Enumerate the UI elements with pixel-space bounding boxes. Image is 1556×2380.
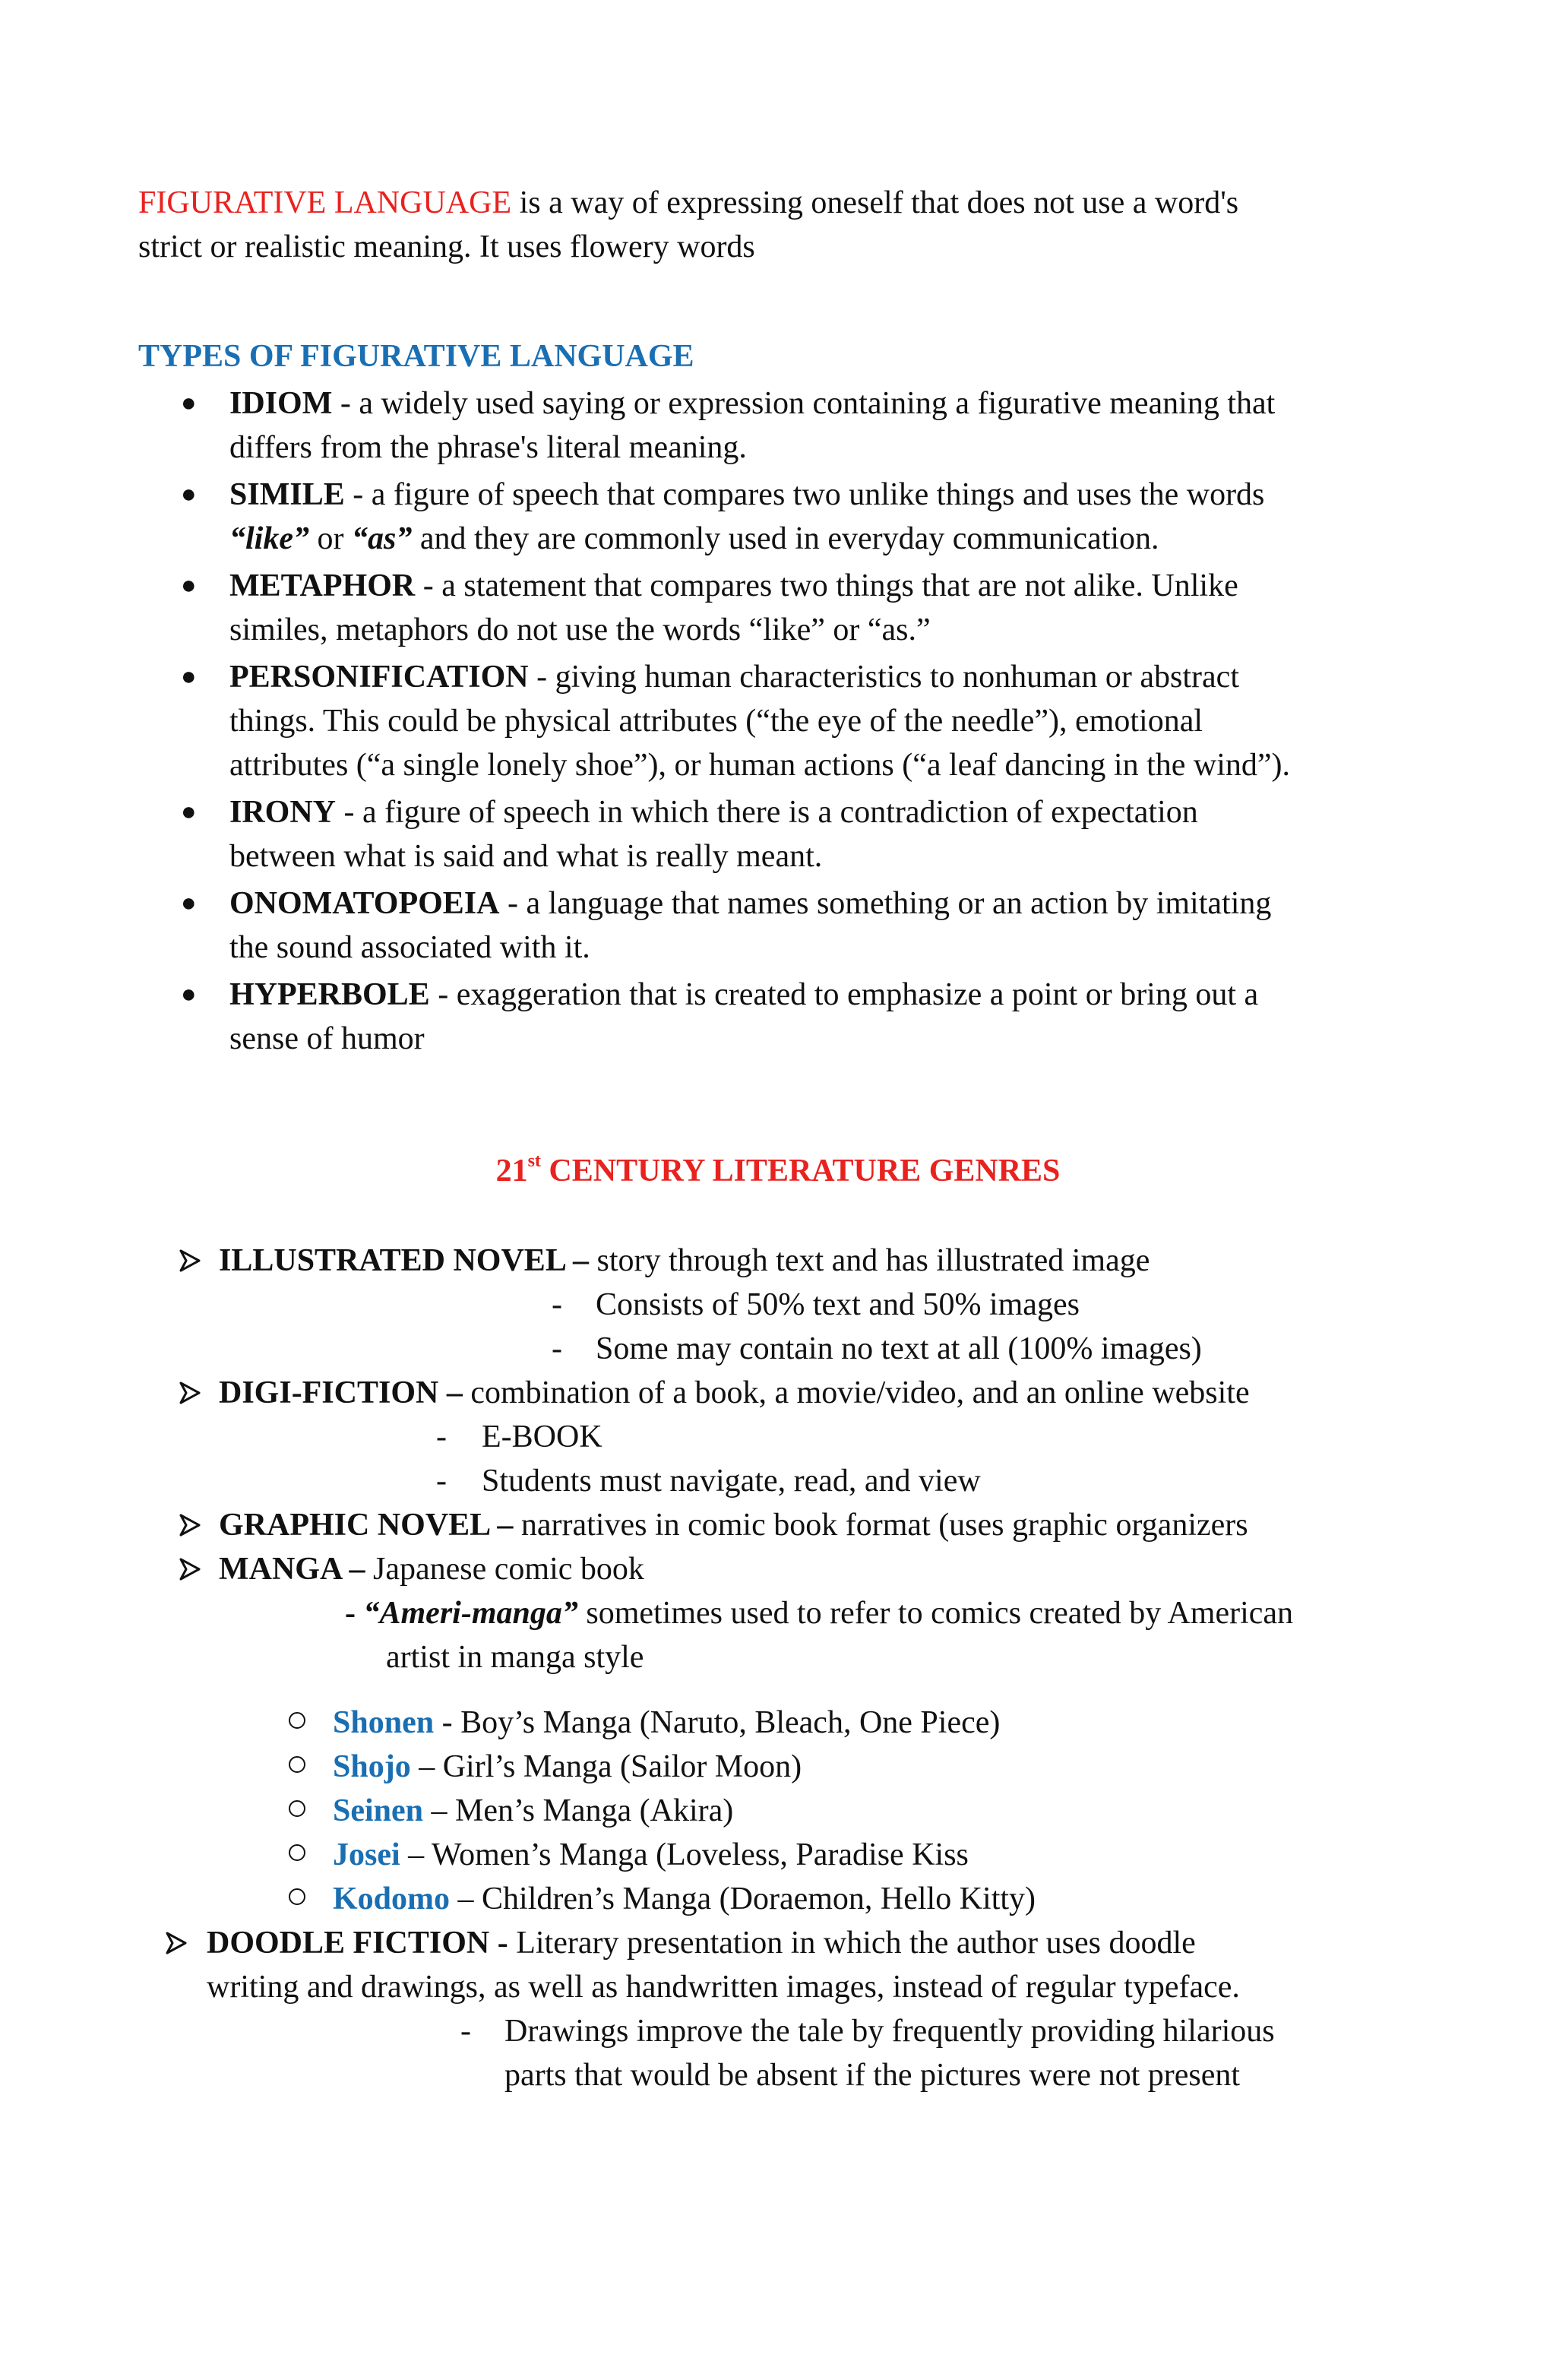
arrow-bullet-icon — [176, 1547, 204, 1591]
dash-icon: - — [436, 1464, 447, 1499]
manga-term: MANGA – — [219, 1552, 365, 1587]
idiom-line-1: IDIOM - a widely used saying or expression containing a figurative meaning that — [229, 386, 1276, 421]
doodle-fiction-sub-2: parts that would be absent if the pictures were not present — [504, 2058, 1241, 2093]
graphic-novel-term: GRAPHIC NOVEL – — [219, 1508, 514, 1543]
personification-line-1: PERSONIFICATION - giving human characteristics to nonhuman or abstract — [229, 660, 1239, 695]
manga-type-seinen: Seinen – Men’s Manga (Akira) — [333, 1793, 734, 1828]
intro-line-2: strict or realistic meaning. It uses flowery words — [138, 229, 755, 264]
irony-term: IRONY — [229, 795, 337, 830]
circle-bullet-icon — [289, 1888, 305, 1905]
onomatopoeia-term: ONOMATOPOEIA — [229, 886, 500, 921]
digi-fiction-sub-2: Students must navigate, read, and view — [482, 1464, 981, 1499]
onomatopoeia-line-2: the sound associated with it. — [229, 930, 590, 965]
doodle-fiction-line-2: writing and drawings, as well as handwritten images, instead of regular typeface. — [207, 1970, 1240, 2005]
idiom-term: IDIOM — [229, 386, 333, 421]
irony-line-1: IRONY - a figure of speech in which there is a contradiction of expectation — [229, 795, 1198, 830]
circle-bullet-icon — [289, 1712, 305, 1729]
intro-line-1 — [138, 181, 1238, 225]
doodle-fiction-line-1: DOODLE FICTION - Literary presentation in which the author uses doodle — [207, 1926, 1196, 1961]
arrow-bullet-icon — [176, 1503, 204, 1547]
doodle-fiction-term: DOODLE FICTION - — [207, 1926, 508, 1961]
simile-line-2: “like” or “as” and they are commonly used in everyday communication. — [229, 521, 1159, 556]
circle-bullet-icon — [289, 1756, 305, 1773]
simile-line-1: SIMILE - a figure of speech that compares two unlike things and uses the words — [229, 477, 1265, 512]
bullet-icon: ● — [181, 389, 197, 417]
metaphor-line-2: similes, metaphors do not use the words “like” or “as.” — [229, 612, 931, 647]
manga-type-shonen: Shonen - Boy’s Manga (Naruto, Bleach, One Piece) — [333, 1705, 1001, 1740]
dash-icon: - — [552, 1287, 562, 1322]
personification-line-2: things. This could be physical attributes (“the eye of the needle”), emotional — [229, 704, 1203, 739]
illustrated-novel-term: ILLUSTRATED NOVEL – — [219, 1243, 590, 1278]
illustrated-novel-sub-2: Some may contain no text at all (100% images) — [596, 1331, 1202, 1366]
manga-line: MANGA – Japanese comic book — [219, 1552, 644, 1587]
doodle-fiction-sub-1: Drawings improve the tale by frequently providing hilarious — [504, 2014, 1275, 2049]
intro-term: FIGURATIVE LANGUAGE — [138, 185, 512, 220]
arrow-bullet-icon — [176, 1371, 204, 1415]
graphic-novel-line: GRAPHIC NOVEL – narratives in comic book format (uses graphic organizers — [219, 1508, 1248, 1543]
metaphor-term: METAPHOR — [229, 568, 416, 603]
ameri-manga-line-2: artist in manga style — [386, 1640, 644, 1675]
illustrated-novel-sub-1: Consists of 50% text and 50% images — [596, 1287, 1080, 1322]
bullet-icon: ● — [181, 480, 197, 508]
arrow-bullet-icon — [163, 1921, 190, 1965]
manga-type-shojo: Shojo – Girl’s Manga (Sailor Moon) — [333, 1749, 802, 1784]
personification-line-3: attributes (“a single lonely shoe”), or human actions (“a leaf dancing in the wind”). — [229, 748, 1291, 783]
digi-fiction-line: DIGI-FICTION – combination of a book, a movie/video, and an online website — [219, 1375, 1250, 1410]
intro-definition: is a way of expressing oneself that does not use a word's — [511, 185, 1239, 220]
dash-icon: - — [436, 1419, 447, 1454]
types-heading: TYPES OF FIGURATIVE LANGUAGE — [138, 339, 694, 374]
metaphor-line-1: METAPHOR - a statement that compares two things that are not alike. Unlike — [229, 568, 1238, 603]
bullet-icon: ● — [181, 571, 197, 600]
personification-term: PERSONIFICATION — [229, 660, 529, 695]
onomatopoeia-line-1: ONOMATOPOEIA - a language that names something or an action by imitating — [229, 886, 1272, 921]
manga-type-kodomo: Kodomo – Children’s Manga (Doraemon, Hello Kitty) — [333, 1882, 1036, 1916]
manga-type-josei: Josei – Women’s Manga (Loveless, Paradise Kiss — [333, 1837, 969, 1872]
bullet-icon: ● — [181, 980, 197, 1008]
bullet-icon: ● — [181, 889, 197, 917]
circle-bullet-icon — [289, 1844, 305, 1861]
bullet-icon: ● — [181, 798, 197, 826]
irony-line-2: between what is said and what is really meant. — [229, 839, 823, 874]
hyperbole-term: HYPERBOLE — [229, 977, 430, 1012]
simile-term: SIMILE — [229, 477, 345, 512]
dash-icon: - — [552, 1331, 562, 1366]
idiom-line-2: differs from the phrase's literal meaning. — [229, 430, 747, 465]
dash-icon: - — [460, 2014, 471, 2049]
digi-fiction-term: DIGI-FICTION – — [219, 1375, 463, 1410]
arrow-bullet-icon — [176, 1239, 204, 1283]
bullet-icon: ● — [181, 663, 197, 691]
hyperbole-line-1: HYPERBOLE - exaggeration that is created to emphasize a point or bring out a — [229, 977, 1259, 1012]
ameri-manga-line-1: - “Ameri-manga” sometimes used to refer to comics created by American — [345, 1596, 1294, 1631]
genres-heading: 21st CENTURY LITERATURE GENRES — [495, 1151, 1061, 1188]
ameri-manga-term: “Ameri-manga” — [363, 1596, 578, 1631]
digi-fiction-sub-1: E-BOOK — [482, 1419, 602, 1454]
illustrated-novel-line: ILLUSTRATED NOVEL – story through text and has illustrated image — [219, 1243, 1150, 1278]
hyperbole-line-2: sense of humor — [229, 1021, 425, 1056]
circle-bullet-icon — [289, 1800, 305, 1817]
